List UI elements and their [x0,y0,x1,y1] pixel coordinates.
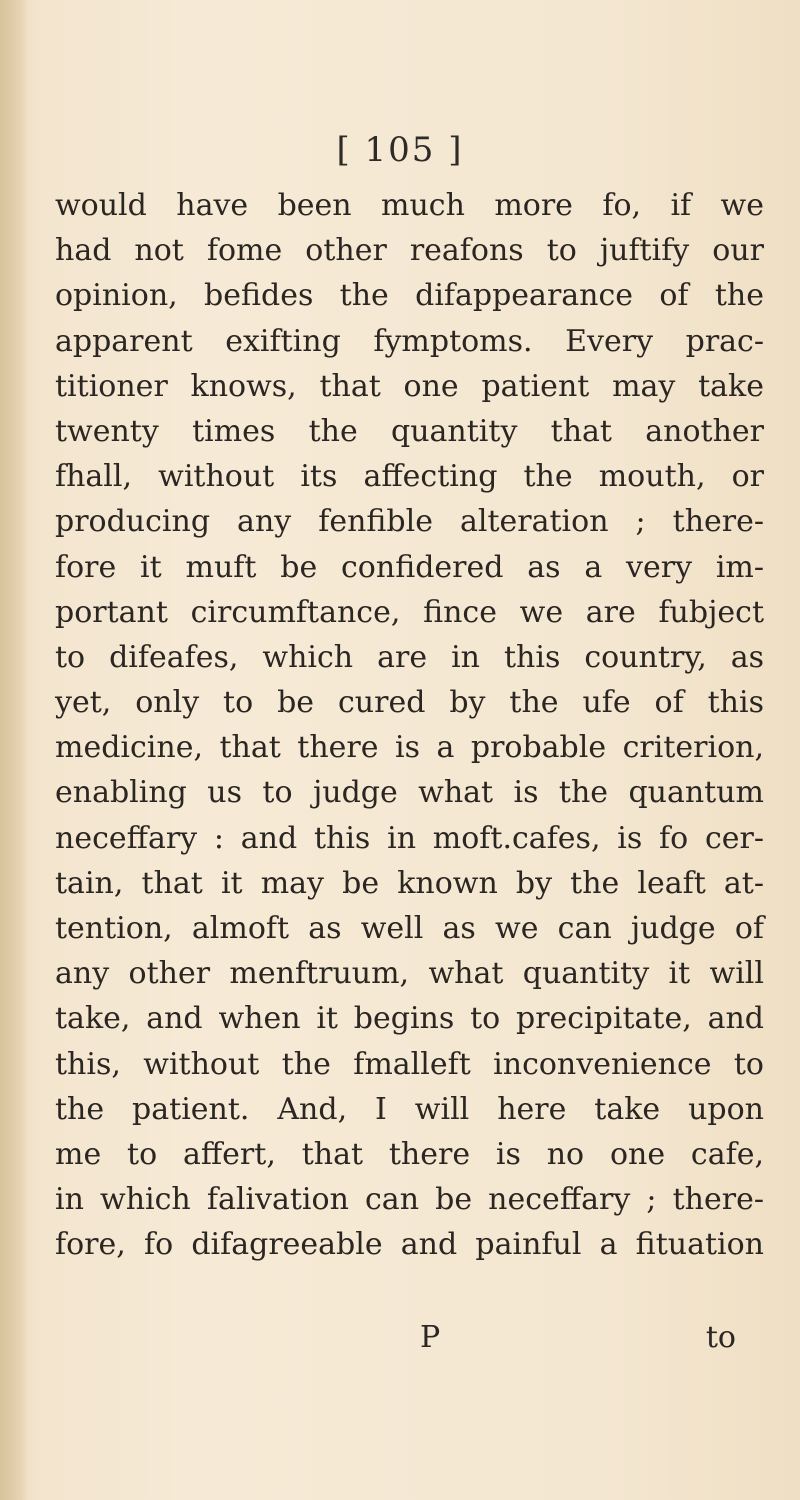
text-line: fore, fo difagreeable and painful a fituation [55,1227,764,1263]
text-line: opinion, befides the difappearance of the [55,278,764,314]
text-line: to difeafes, which are in this country, as [55,639,764,675]
text-line: tain, that it may be known by the leaft at- [55,865,764,901]
text-line: producing any fenfible alteration ; there- [55,504,764,540]
text-line: had not fome other reafons to juftify our [55,233,764,269]
text-line: yet, only to be cured by the ufe of this [55,685,764,721]
text-line: any other menftruum, what quantity it will [55,956,764,992]
text-line: in which falivation can be neceffary ; there- [55,1182,764,1218]
text-line: tention, almoft as well as we can judge of [55,911,764,946]
text-line: the patient. And, I will here take upon [55,1091,764,1127]
text-line: twenty times the quantity that another [55,413,764,449]
text-line: take, and when it begins to precipitate, and [55,1001,764,1037]
page-gutter-shadow [0,0,28,1500]
text-line: portant circumftance, fince we are fubject [55,594,764,630]
catchword: to [705,1320,736,1355]
text-line: me to affert, that there is no one cafe, [55,1136,764,1172]
text-line: medicine, that there is a probable criterion, [55,730,764,766]
footer-line [55,1315,764,1360]
signature-mark: P [420,1320,441,1355]
text-line: titioner knows, that one patient may take [55,368,764,404]
page-number: [ 105 ] [336,130,464,170]
text-line: fhall, without its affecting the mouth, or [55,459,764,495]
text-line: apparent exifting fymptoms. Every prac- [55,323,764,359]
text-line: fore it muft be confidered as a very im- [55,549,764,585]
body-text [55,183,764,1268]
text-line: this, without the fmalleft inconvenience to [55,1046,764,1082]
text-line: neceffary : and this in moft.cafes, is fo cer- [55,820,764,856]
text-line: enabling us to judge what is the quantum [55,775,764,811]
text-line: would have been much more fo, if we [55,188,764,223]
